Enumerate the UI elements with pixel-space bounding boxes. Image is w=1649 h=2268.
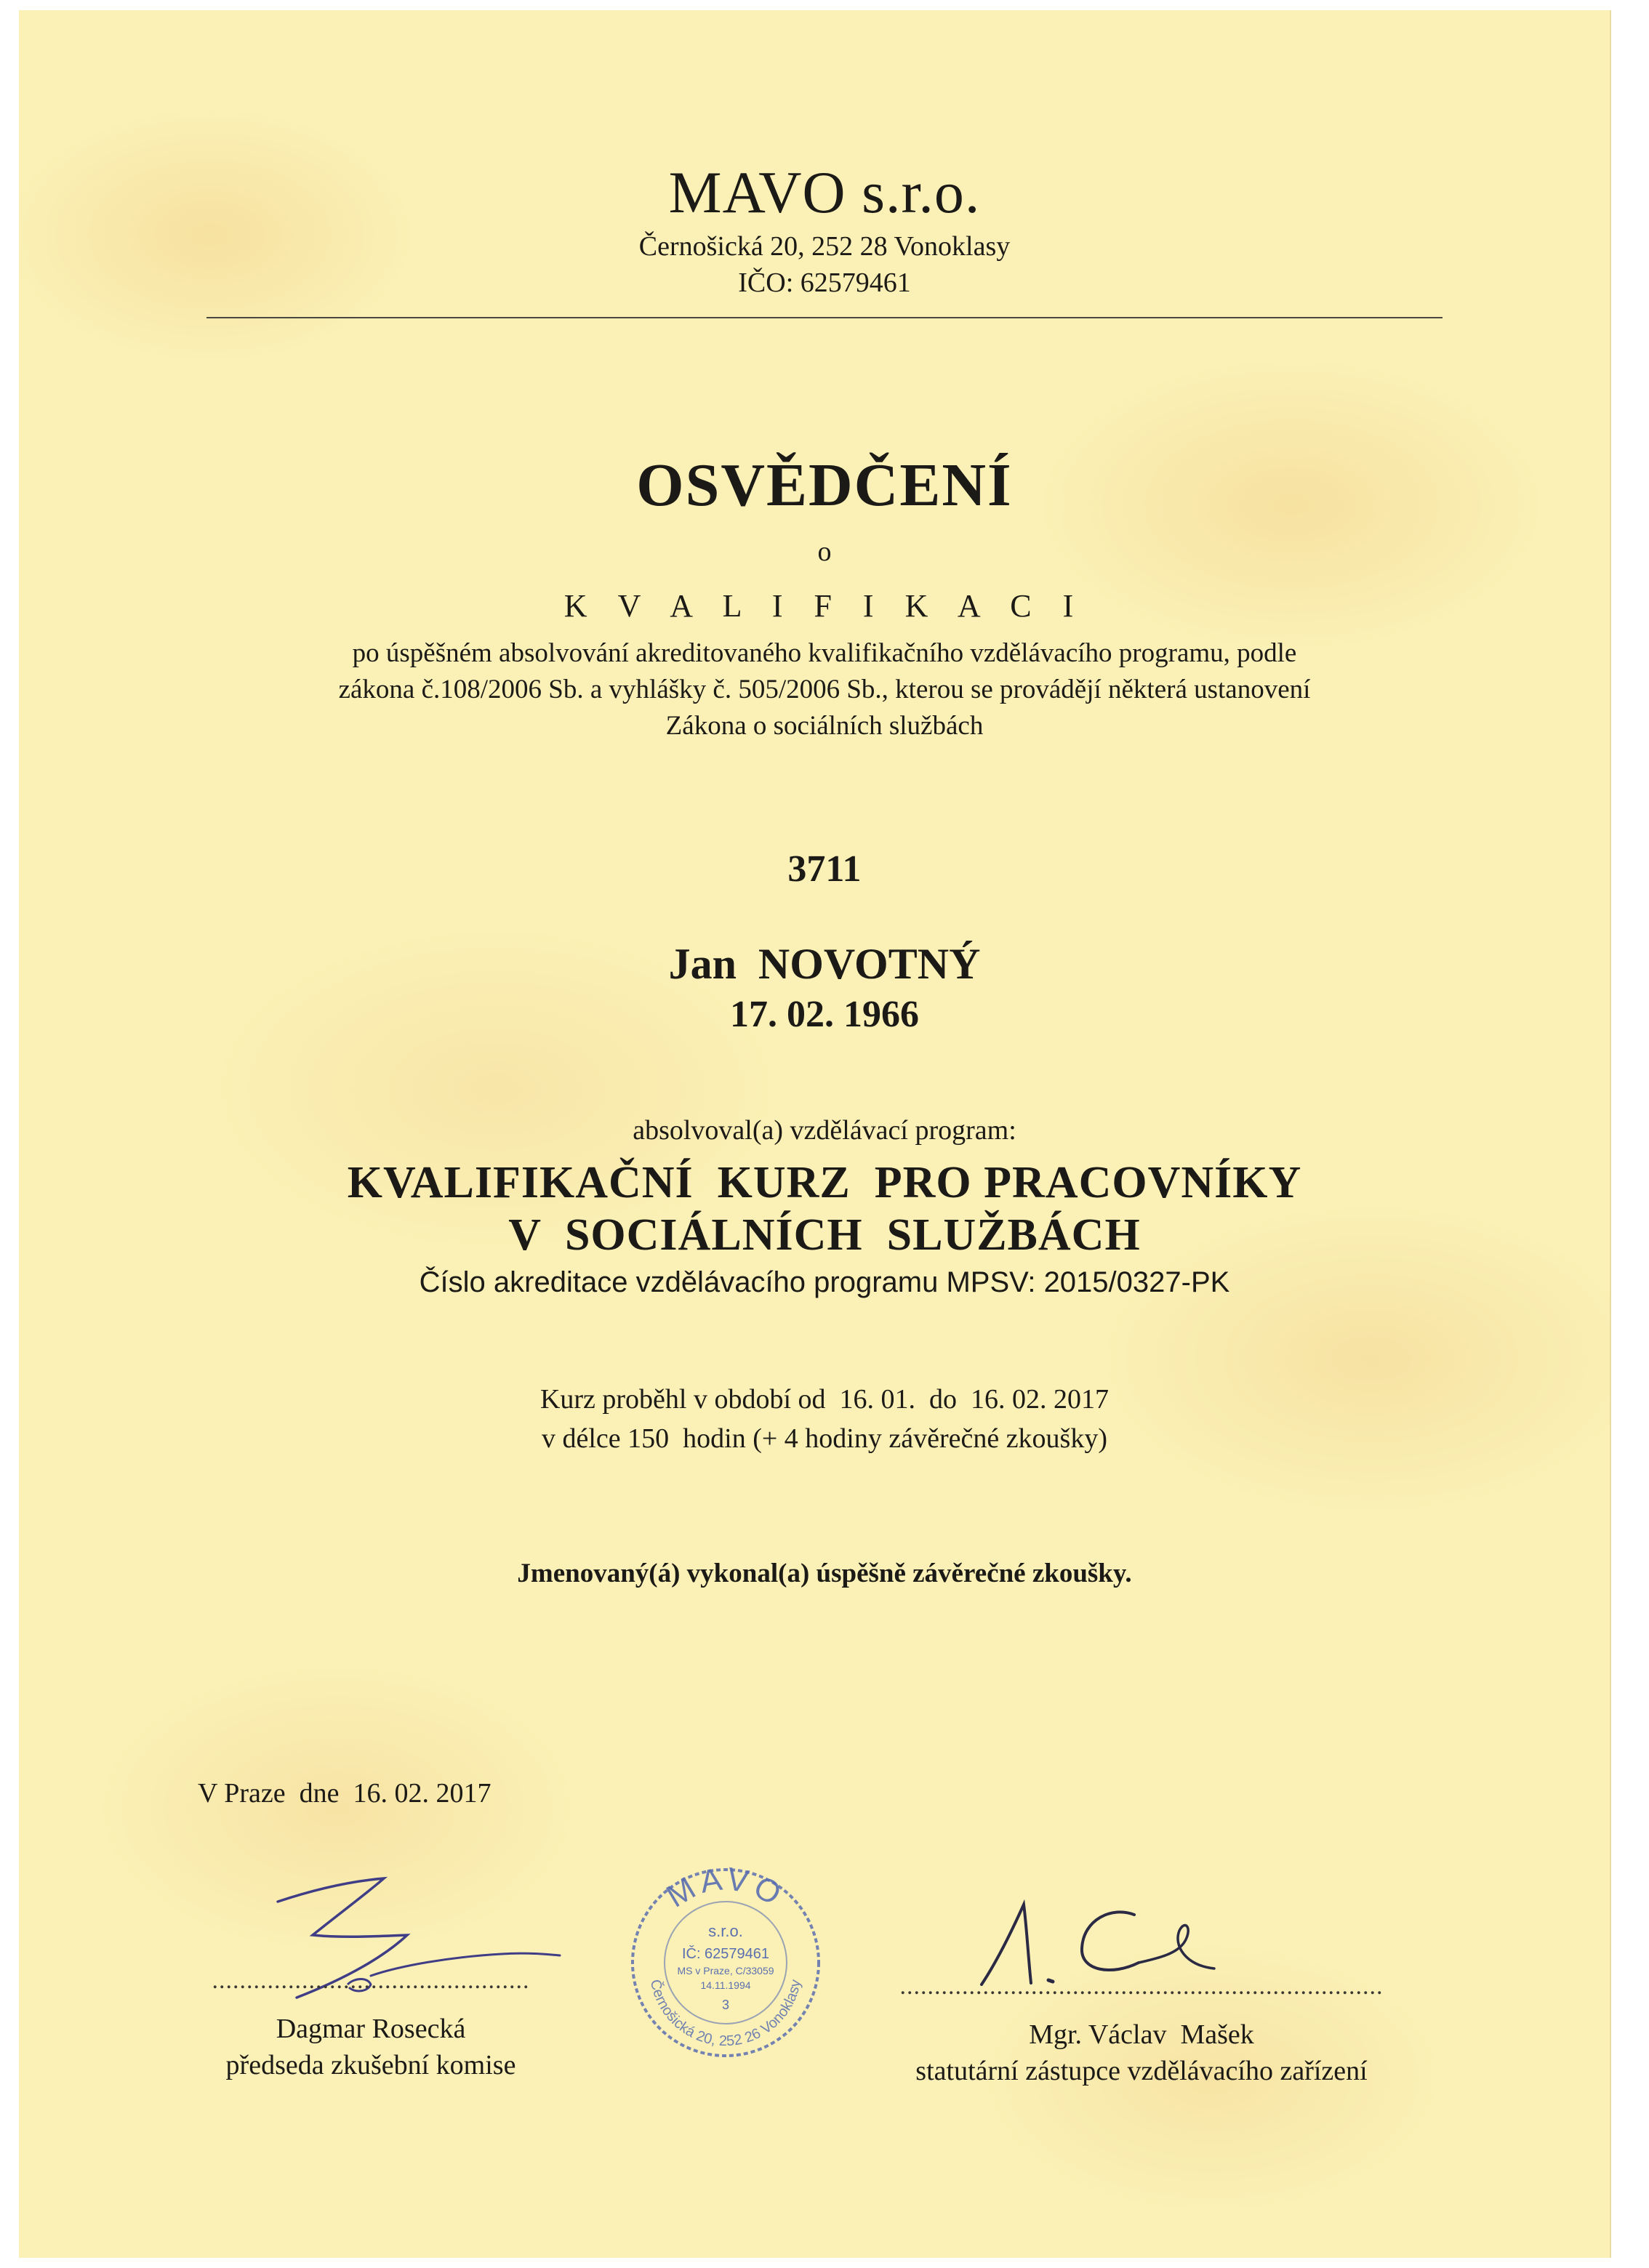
intro-line-2: zákona č.108/2006 Sb. a vyhlášky č. 505/2006 Sb., kterou se provádějí některá ustanovení xyxy=(338,675,1311,704)
certificate-title: OSVĚDČENÍ xyxy=(636,451,1013,519)
stamp-suffix: s.r.o. xyxy=(708,1922,743,1940)
program-line-2: V SOCIÁLNÍCH SLUŽBÁCH xyxy=(508,1210,1141,1260)
accreditation-number: Číslo akreditace vzdělávacího programu MPSV: 2015/0327-PK xyxy=(419,1266,1230,1298)
certificate-subtitle: K V A L I F I K A C I xyxy=(563,588,1086,624)
title-connector: o xyxy=(817,536,832,567)
stamp-id: IČ: 62579461 xyxy=(681,1946,770,1962)
stamp-address: Černošická 20, 252 26 Vonoklasy xyxy=(646,1978,804,2050)
company-address: Černošická 20, 252 28 Vonoklasy xyxy=(638,231,1011,262)
header-divider xyxy=(206,317,1443,318)
birth-date: 17. 02. 1966 xyxy=(730,994,919,1035)
signatory-role-left: předseda zkušební komise xyxy=(225,2050,516,2080)
place-and-date: V Praze dne 16. 02. 2017 xyxy=(198,1778,492,1809)
intro-line-1: po úspěšném absolvování akreditovaného kvalifikačního vzdělávacího programu, podle xyxy=(352,638,1297,668)
completed-label: absolvoval(a) vzdělávací program: xyxy=(633,1115,1016,1146)
company-name: MAVO s.r.o. xyxy=(668,159,981,225)
signature-block-left xyxy=(153,1969,589,2079)
signature-line-left: .............................................. xyxy=(212,1967,530,1994)
signature-block-right xyxy=(887,1974,1396,2085)
signatory-name-left: Dagmar Rosecká xyxy=(276,2014,466,2044)
program-line-1: KVALIFIKAČNÍ KURZ PRO PRACOVNÍKY xyxy=(347,1158,1302,1207)
intro-line-3: Zákona o sociálních službách xyxy=(665,711,984,741)
exam-statement: Jmenovaný(á) vykonal(a) úspěšně závěrečné zkoušky. xyxy=(517,1559,1132,1588)
person-name: Jan NOVOTNÝ xyxy=(668,940,981,988)
stamp-number: 3 xyxy=(721,1998,730,2012)
stamp-date: 14.11.1994 xyxy=(700,1979,751,1991)
company-stamp xyxy=(624,1861,827,2064)
course-duration: v délce 150 hodin (+ 4 hodiny závěrečné zkoušky) xyxy=(541,1423,1108,1454)
company-id: IČO: 62579461 xyxy=(738,268,911,298)
signature-line-right: ...................................................................... xyxy=(899,1973,1384,2000)
signatory-name-right: Mgr. Václav Mašek xyxy=(1029,2019,1254,2050)
signatory-role-right: statutární zástupce vzdělávacího zařízení xyxy=(915,2056,1368,2086)
stamp-name: MAVO xyxy=(660,1861,791,1915)
stamp-register: MS v Praze, C/33059 xyxy=(677,1965,774,1977)
course-period: Kurz proběhl v období od 16. 01. do 16. 02. 2017 xyxy=(539,1384,1110,1415)
certificate-number: 3711 xyxy=(787,848,862,890)
